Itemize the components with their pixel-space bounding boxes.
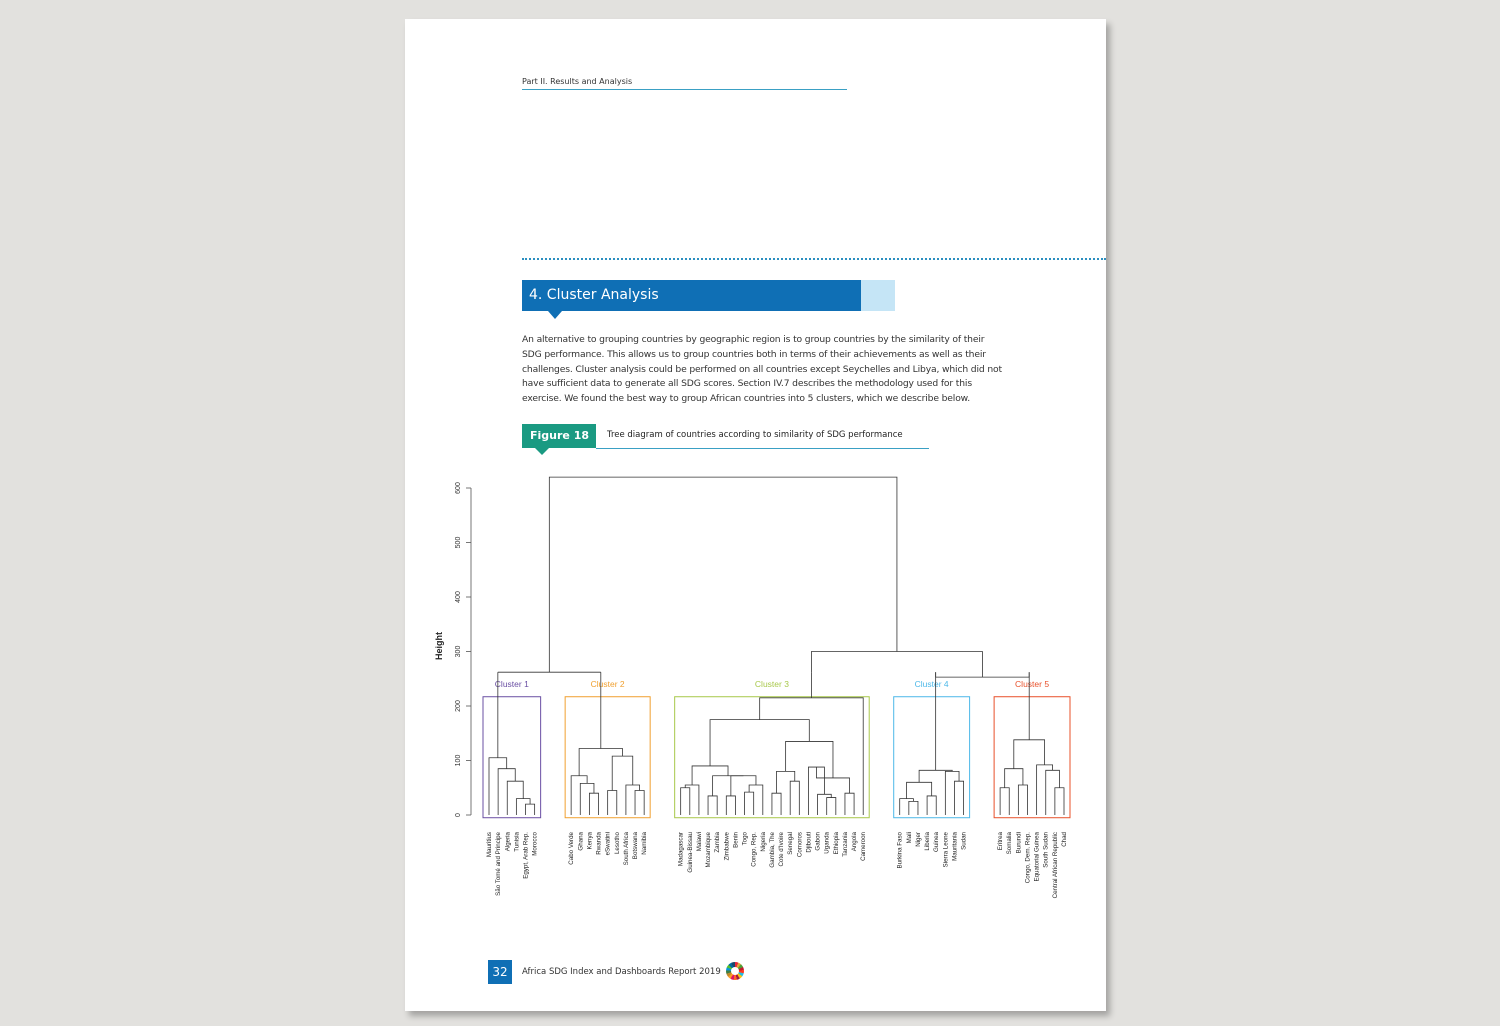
country-label: Cameroon <box>860 832 868 861</box>
country-label: Chad <box>1061 832 1068 847</box>
country-label: Ghana <box>577 832 585 851</box>
country-label: Burundi <box>1015 832 1023 854</box>
dendrogram-link <box>498 769 515 815</box>
dendrogram-link <box>626 785 640 815</box>
country-label: Kenya <box>586 832 594 850</box>
country-label: Guinea <box>933 832 941 852</box>
body-paragraph: An alternative to grouping countries by geographic region is to group countries by the similarity of their SDG performance. This allows us to group countries both in terms of their achievements as well as their challenges. Cluster analysis could be performed on all countries except Seychelles and Libya, which did not have sufficient data to generate all SDG scores. Section IV.7 describes the methodology used for this exercise. We found the best way to group African countries into 5 clusters, which we describe below. <box>522 334 1002 405</box>
country-label: Cabo Verde <box>568 832 576 865</box>
cluster-box <box>894 697 970 818</box>
cluster-label: Cluster 5 <box>1015 678 1050 689</box>
y-tick-label: 400 <box>455 591 462 603</box>
dendrogram-link <box>777 771 795 793</box>
country-label: Gambia, The <box>768 832 776 868</box>
country-label: Congo, Rep. <box>750 832 758 867</box>
country-label: Namibia <box>641 832 649 855</box>
country-label: Nigeria <box>759 832 767 852</box>
dendrogram-link <box>1000 788 1009 815</box>
country-label: Djibouti <box>805 832 813 853</box>
report-page <box>405 19 1106 1011</box>
dendrogram-link <box>549 477 897 672</box>
country-label: São Tomé and Principe <box>495 832 503 896</box>
cluster-label: Cluster 1 <box>494 678 529 689</box>
country-label: Comoros <box>796 832 804 858</box>
cluster-label: Cluster 3 <box>754 678 789 689</box>
page-number: 32 <box>488 960 512 984</box>
dendrogram-link <box>919 770 952 782</box>
dendrogram-link <box>526 804 535 815</box>
y-tick-label: 100 <box>455 754 462 767</box>
country-label: Mozambique <box>705 832 713 868</box>
country-label: Lesotho <box>613 832 621 855</box>
dendrogram-link <box>1018 785 1027 815</box>
dendrogram-link <box>945 771 959 815</box>
country-label: eSwatini <box>604 832 612 856</box>
dendrogram-link <box>580 783 594 815</box>
country-label: Congo, Dem. Rep. <box>1024 832 1032 884</box>
y-tick-label: 600 <box>455 482 462 494</box>
country-label: Egypt, Arab Rep. <box>522 832 530 879</box>
dendrogram-link <box>516 799 530 815</box>
dendrogram-link <box>954 781 963 815</box>
dendrogram-link <box>713 776 744 796</box>
country-label: Liberia <box>924 832 932 851</box>
country-label: Rwanda <box>595 832 603 855</box>
country-label: Zimbabwe <box>723 832 731 861</box>
country-label: Eritrea <box>997 832 1005 851</box>
country-label: Burkina Faso <box>896 832 904 869</box>
cluster-label: Cluster 4 <box>914 678 949 689</box>
country-label: Tunisia <box>513 832 521 852</box>
dendrogram-link <box>786 741 833 778</box>
country-label: Sudan <box>960 832 968 850</box>
country-label: Uganda <box>823 832 831 854</box>
country-label: Mauritania <box>951 832 959 861</box>
y-tick-label: 200 <box>455 700 462 712</box>
y-axis-label: Height <box>434 632 444 661</box>
dendrogram-link <box>681 788 690 815</box>
dendrogram-link <box>708 796 717 815</box>
country-label: Botswana <box>632 832 640 860</box>
figure-caption: Tree diagram of countries according to similarity of SDG performance <box>607 430 903 440</box>
country-label: Togo <box>741 832 749 846</box>
country-label: Somalia <box>1006 832 1014 855</box>
country-label: Malawi <box>695 832 703 852</box>
country-label: Gabon <box>814 832 822 851</box>
y-tick-label: 0 <box>455 813 462 817</box>
country-label: Guinea-Bissau <box>686 832 694 873</box>
dendrogram-link <box>1014 740 1045 769</box>
country-label: Niger <box>914 832 922 847</box>
country-label: Senegal <box>787 832 795 855</box>
footer-title: Africa SDG Index and Dashboards Report 2019 <box>522 967 721 977</box>
country-label: Madagascar <box>677 832 685 867</box>
dendrogram-link <box>790 781 799 815</box>
country-label: Tanzania <box>841 832 849 857</box>
dendrogram-chart <box>405 19 1106 1011</box>
country-label: Equatorial Guinea <box>1033 832 1041 882</box>
sdg-wheel-icon <box>726 962 744 980</box>
dendrogram-link <box>635 790 644 815</box>
dendrogram-link <box>772 793 781 815</box>
dendrogram-link <box>571 776 587 815</box>
country-label: Zambia <box>714 832 722 853</box>
cluster-box <box>994 697 1070 818</box>
dendrogram-link <box>749 785 763 815</box>
dendrogram-link <box>811 652 982 678</box>
y-tick-label: 500 <box>455 536 462 549</box>
dendrogram-link <box>745 792 754 815</box>
running-head: Part II. Results and Analysis <box>522 77 633 86</box>
dendrogram-link <box>845 793 854 815</box>
dendrogram-link <box>579 749 622 776</box>
cluster-box <box>483 697 541 818</box>
dendrogram-link <box>909 801 918 815</box>
country-label: Sierra Leone <box>942 832 950 868</box>
dendrogram-link <box>760 698 864 815</box>
dendrogram-link <box>589 793 598 815</box>
y-tick-label: 300 <box>455 645 462 658</box>
section-title: 4. Cluster Analysis <box>529 287 659 303</box>
dendrogram-link <box>710 720 809 766</box>
dendrogram-link <box>1037 765 1053 815</box>
dendrogram-link <box>731 776 756 796</box>
dendrogram-link <box>927 796 936 815</box>
country-label: Mauritius <box>486 832 493 858</box>
dendrogram-link <box>1046 770 1060 815</box>
dendrogram-link <box>685 785 699 815</box>
dendrogram-link <box>1055 788 1064 815</box>
dendrogram-link <box>726 796 735 815</box>
country-label: Algeria <box>504 832 512 852</box>
country-label: South Africa <box>622 832 630 866</box>
country-label: Central African Republic <box>1051 832 1059 899</box>
dendrogram-link <box>608 790 617 815</box>
country-label: Benin <box>732 832 740 848</box>
country-label: South Sudan <box>1042 832 1050 868</box>
country-label: Cote d'Ivoire <box>778 832 786 867</box>
cluster-label: Cluster 2 <box>590 678 625 689</box>
country-label: Angola <box>851 832 859 852</box>
country-label: Mali <box>905 832 913 844</box>
dendrogram-link <box>827 798 836 815</box>
dendrogram-link <box>507 781 523 815</box>
country-label: Morocco <box>531 832 539 856</box>
country-label: Ethiopia <box>832 832 840 855</box>
figure-label: Figure 18 <box>530 429 590 442</box>
